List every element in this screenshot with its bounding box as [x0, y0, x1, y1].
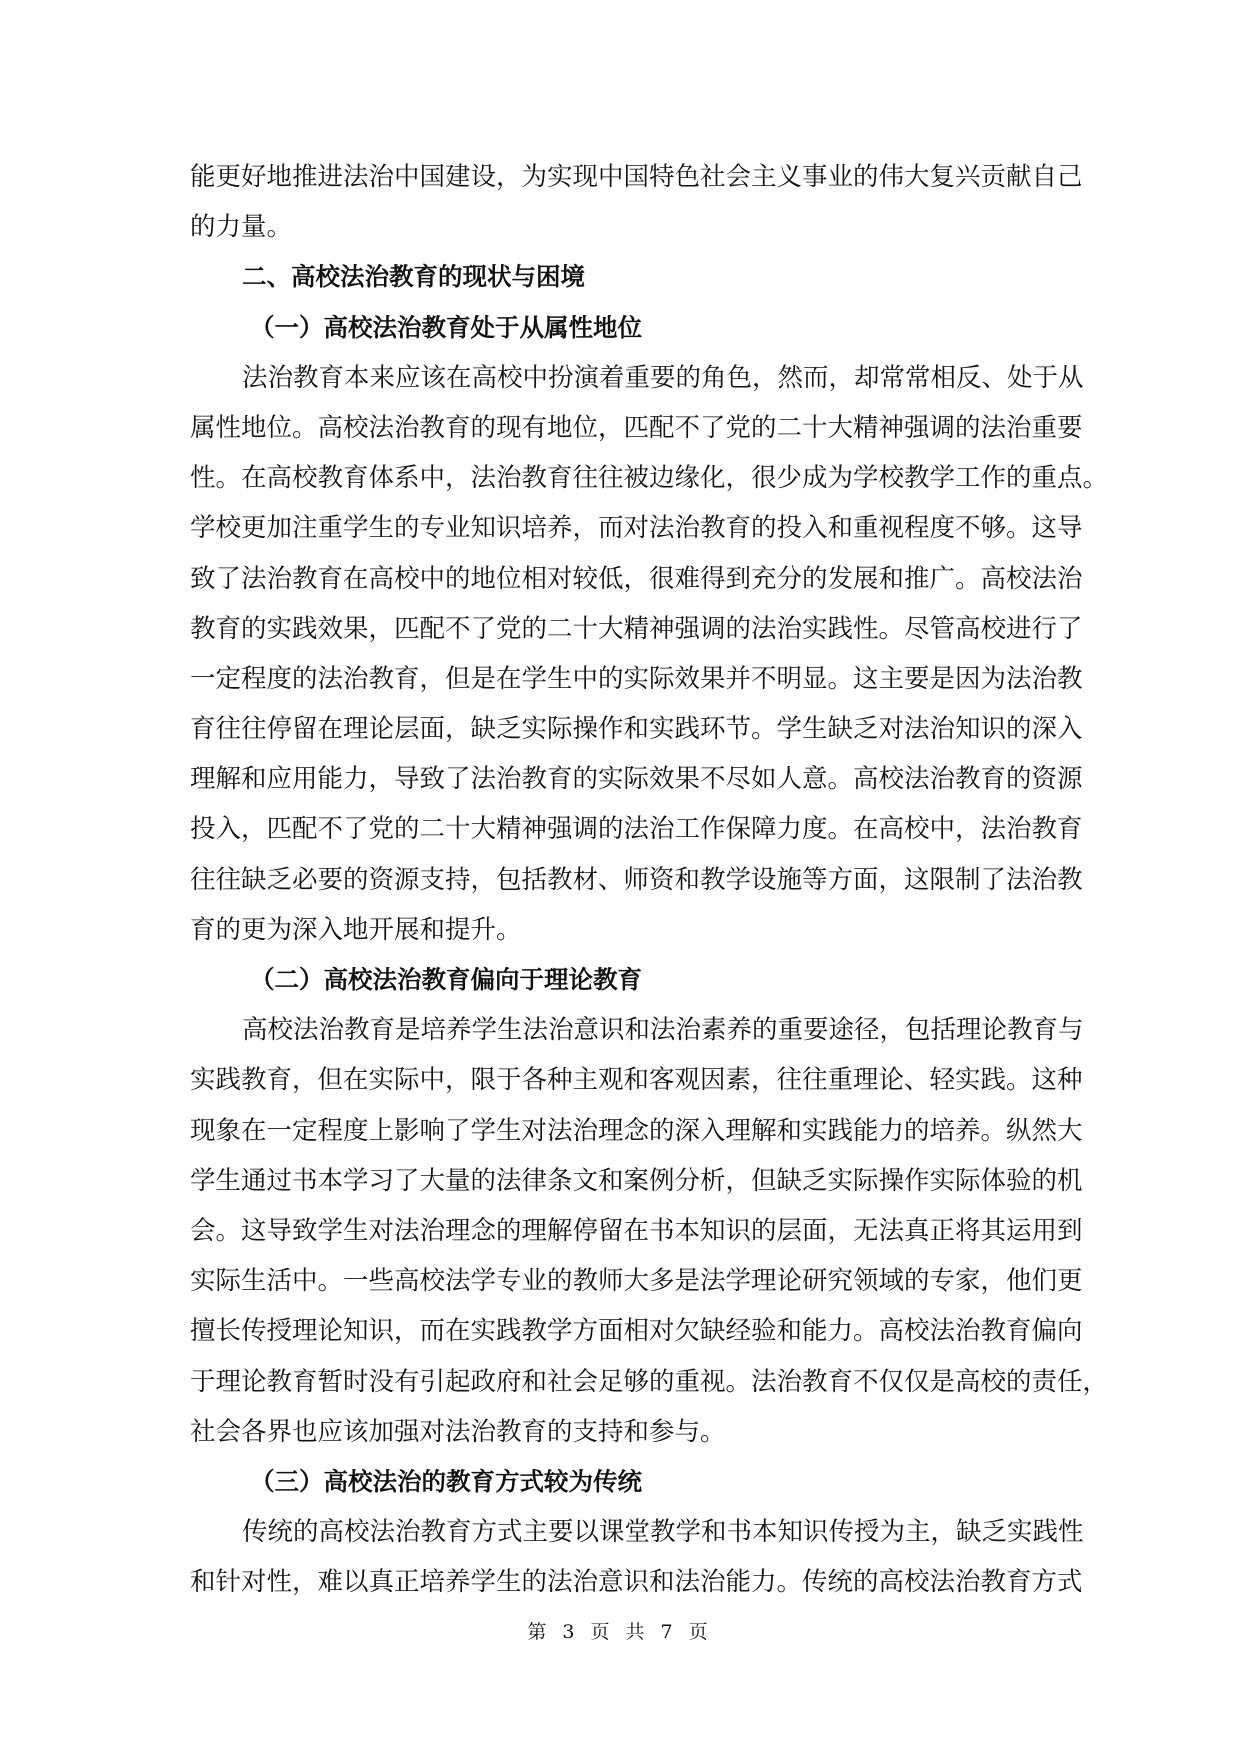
paragraph-line: 育的更为深入地开展和提升。 — [190, 914, 522, 945]
paragraph-line: 现象在一定程度上影响了学生对法治理念的深入理解和实践能力的培养。纵然大 — [190, 1115, 1083, 1146]
paragraph-line: 法治教育本来应该在高校中扮演着重要的角色，然而，却常常相反、处于从 — [242, 362, 1084, 393]
subsection-heading: （二）高校法治教育偏向于理论教育 — [250, 965, 642, 994]
subsection-heading: （三）高校法治的教育方式较为传统 — [250, 1466, 642, 1496]
paragraph-line: 学校更加注重学生的专业知识培养，而对法治教育的投入和重视程度不够。这导 — [190, 513, 1083, 544]
paragraph-line: 的力量。 — [190, 212, 293, 243]
paragraph-line: 属性地位。高校法治教育的现有地位，匹配不了党的二十大精神强调的法治重要 — [190, 412, 1083, 443]
paragraph-line: 会。这导致学生对法治理念的理解停留在书本知识的层面，无法真正将其运用到 — [190, 1215, 1083, 1246]
paragraph-line: 实践教育，但在实际中，限于各种主观和客观因素，往往重理论、轻实践。这种 — [190, 1065, 1083, 1096]
paragraph-line: 于理论教育暂时没有引起政府和社会足够的重视。法治教育不仅仅是高校的责任， — [190, 1366, 1109, 1397]
paragraph-line: 擅长传授理论知识，而在实践教学方面相对欠缺经验和能力。高校法治教育偏向 — [190, 1316, 1083, 1347]
paragraph-line: 一定程度的法治教育，但是在学生中的实际效果并不明显。这主要是因为法治教 — [190, 663, 1083, 694]
paragraph-line: 投入，匹配不了党的二十大精神强调的法治工作保障力度。在高校中，法治教育 — [190, 814, 1083, 845]
paragraph-line: 实际生活中。一些高校法学专业的教师大多是法学理论研究领域的专家，他们更 — [190, 1266, 1083, 1297]
paragraph-line: 理解和应用能力，导致了法治教育的实际效果不尽如人意。高校法治教育的资源 — [190, 764, 1083, 795]
subsection-heading: （一）高校法治教育处于从属性地位 — [250, 312, 642, 342]
page-footer: 第 3 页 共 7 页 — [527, 1621, 713, 1643]
paragraph-line: 育往往停留在理论层面，缺乏实际操作和实践环节。学生缺乏对法治知识的深入 — [190, 714, 1083, 745]
paragraph-line: 致了法治教育在高校中的地位相对较低，很难得到充分的发展和推广。高校法治 — [190, 563, 1083, 594]
paragraph-line: 性。在高校教育体系中，法治教育往往被边缘化，很少成为学校教学工作的重点。 — [190, 463, 1109, 494]
paragraph-line: 能更好地推进法治中国建设，为实现中国特色社会主义事业的伟大复兴贡献自己 — [190, 162, 1083, 192]
paragraph-line: 学生通过书本学习了大量的法律条文和案例分析，但缺乏实际操作实际体验的机 — [190, 1165, 1083, 1196]
paragraph-line: 传统的高校法治教育方式主要以课堂教学和书本知识传授为主，缺乏实践性 — [242, 1517, 1084, 1548]
paragraph-line: 往往缺乏必要的资源支持，包括教材、师资和教学设施等方面，这限制了法治教 — [190, 864, 1083, 895]
section-heading: 二、高校法治教育的现状与困境 — [242, 262, 585, 292]
paragraph-line: 高校法治教育是培养学生法治意识和法治素养的重要途径，包括理论教育与 — [242, 1015, 1084, 1046]
document-body — [190, 152, 1109, 1607]
paragraph-line: 社会各界也应该加强对法治教育的支持和参与。 — [190, 1416, 726, 1447]
paragraph-line: 教育的实践效果，匹配不了党的二十大精神强调的法治实践性。尽管高校进行了 — [190, 613, 1083, 644]
paragraph-line: 和针对性，难以真正培养学生的法治意识和法治能力。传统的高校法治教育方式 — [190, 1567, 1083, 1598]
